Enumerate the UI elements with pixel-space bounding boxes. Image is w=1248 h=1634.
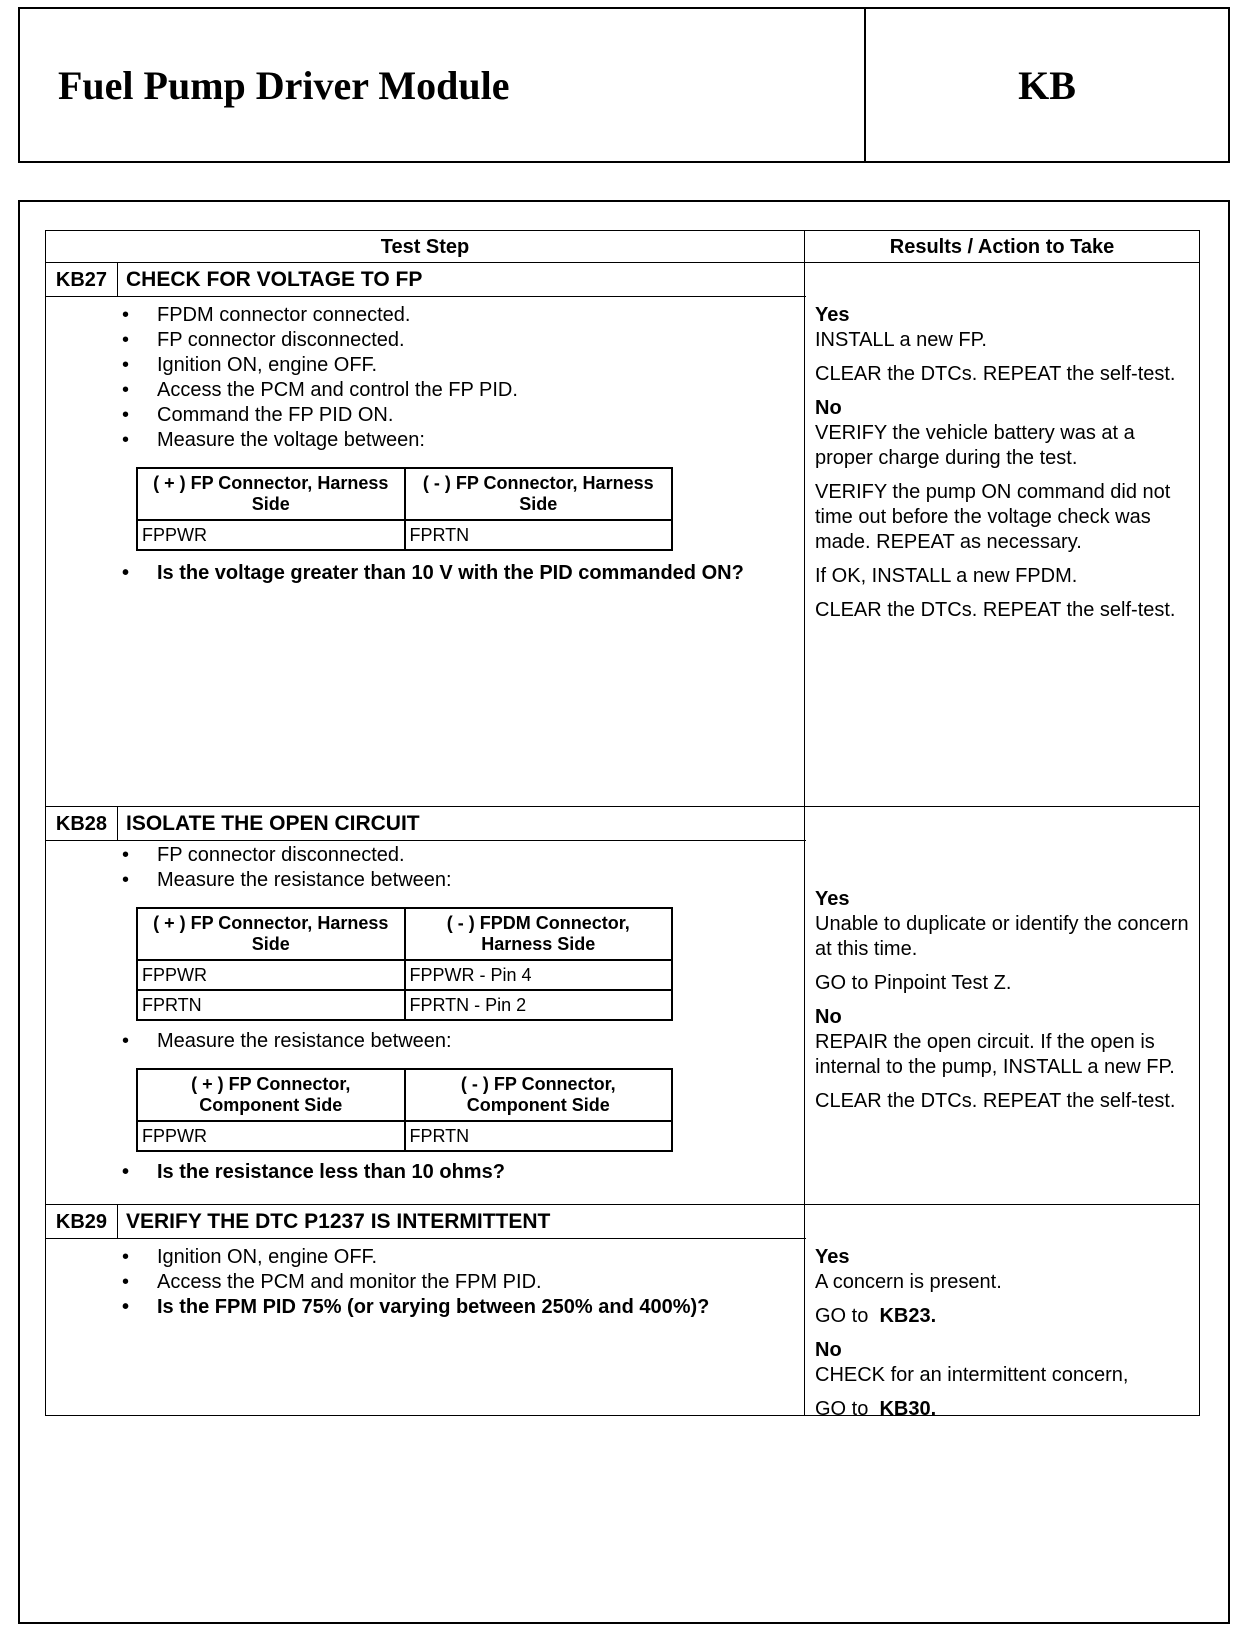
result-goto xyxy=(815,1304,1189,1329)
measurement-header-negative: ( - ) FP Connector, Component Side xyxy=(405,1069,673,1121)
column-header-test-step: Test Step xyxy=(46,231,805,262)
page-title: Fuel Pump Driver Module xyxy=(20,9,866,161)
measurement-cell: FPRTN xyxy=(405,1121,673,1151)
measurement-header-positive: ( + ) FP Connector, Harness Side xyxy=(137,908,405,960)
bullet-item: • FP connector disconnected. xyxy=(122,843,804,868)
step-question-list xyxy=(46,561,804,586)
bullet-item: • Access the PCM and control the FP PID. xyxy=(122,378,804,403)
result-no-label: No xyxy=(815,397,842,419)
result-yes-label: Yes xyxy=(815,304,850,326)
measurement-cell: FPPWR xyxy=(137,1121,405,1151)
step-bullets xyxy=(46,843,804,893)
bullet-item: • Command the FP PID ON. xyxy=(122,403,804,428)
goto-link-kb30[interactable]: KB30. xyxy=(879,1398,937,1420)
measurement-cell: FPPWR xyxy=(137,960,405,990)
step-id: KB27 xyxy=(46,263,118,296)
test-step-kb27 xyxy=(46,263,1199,807)
bullet-item: • Ignition ON, engine OFF. xyxy=(122,353,804,378)
measurement-header-negative: ( - ) FP Connector, Harness Side xyxy=(405,468,673,520)
test-step-kb29 xyxy=(46,1205,1199,1420)
step-results xyxy=(805,807,1199,1204)
bullet-item: • FP connector disconnected. xyxy=(122,328,804,353)
bullet-item: • FPDM connector connected. xyxy=(122,303,804,328)
measurement-table xyxy=(136,1068,673,1152)
step-title: ISOLATE THE OPEN CIRCUIT xyxy=(126,812,420,835)
result-text: A concern is present. xyxy=(815,1271,1002,1293)
bullet-item: • Measure the voltage between: xyxy=(122,428,804,453)
step-question: • Is the resistance less than 10 ohms? xyxy=(122,1160,804,1185)
result-yes-label: Yes xyxy=(815,1246,850,1268)
section-code: KB xyxy=(1018,62,1076,108)
result-text: CLEAR the DTCs. REPEAT the self-test. xyxy=(815,1090,1176,1112)
step-title-row xyxy=(46,263,806,297)
goto-prefix: GO to xyxy=(815,1398,869,1420)
measurement-cell: FPRTN xyxy=(405,520,673,550)
step-body xyxy=(46,1239,804,1328)
result-text: VERIFY the vehicle battery was at a proper charge during the test. xyxy=(815,422,1135,469)
step-bullets xyxy=(46,303,804,453)
step-procedure xyxy=(46,263,805,806)
measurement-cell: FPRTN xyxy=(137,990,405,1020)
step-question: • Is the voltage greater than 10 V with the PID commanded ON? xyxy=(122,561,804,586)
result-text: If OK, INSTALL a new FPDM. xyxy=(815,565,1078,587)
measurement-row xyxy=(137,1121,672,1151)
measurement-cell: FPPWR xyxy=(137,520,405,550)
result-text: CLEAR the DTCs. REPEAT the self-test. xyxy=(815,599,1176,621)
step-procedure xyxy=(46,807,805,1204)
result-no-label: No xyxy=(815,1006,842,1028)
measurement-table xyxy=(136,907,673,1021)
column-header-results: Results / Action to Take xyxy=(889,236,1115,258)
measurement-header-positive: ( + ) FP Connector, Harness Side xyxy=(137,468,405,520)
step-title: CHECK FOR VOLTAGE TO FP xyxy=(126,268,423,291)
step-procedure xyxy=(46,1205,805,1415)
result-text: INSTALL a new FP. xyxy=(815,329,987,351)
step-question: • Is the FPM PID 75% (or varying between 250% and 400%)? xyxy=(122,1295,804,1320)
result-text: REPAIR the open circuit. If the open is internal to the pump, INSTALL a new FP. xyxy=(815,1031,1175,1078)
result-text: CHECK for an intermittent concern, xyxy=(815,1364,1129,1386)
result-text: VERIFY the pump ON command did not time out before the voltage check was made. REPEAT as necessary. xyxy=(815,481,1171,553)
step-id: KB28 xyxy=(46,807,118,840)
measurement-row xyxy=(137,960,672,990)
step-body xyxy=(46,297,804,594)
step-results xyxy=(805,1205,1199,1420)
result-text: Unable to duplicate or identify the concern at this time. xyxy=(815,913,1189,960)
measurement-header-negative: ( - ) FPDM Connector, Harness Side xyxy=(405,908,673,960)
result-no-label: No xyxy=(815,1339,842,1361)
step-bullets xyxy=(46,1029,804,1054)
step-title-row xyxy=(46,807,806,841)
step-title: VERIFY THE DTC P1237 IS INTERMITTENT xyxy=(126,1210,551,1233)
goto-link-kb23[interactable]: KB23. xyxy=(879,1305,937,1327)
step-id: KB29 xyxy=(46,1205,118,1238)
measurement-cell: FPRTN - Pin 2 xyxy=(405,990,673,1020)
bullet-item: • Measure the resistance between: xyxy=(122,868,804,893)
table-header-row xyxy=(46,231,1199,263)
measurement-table xyxy=(136,467,673,551)
diagnostic-table xyxy=(45,230,1200,1420)
measurement-row xyxy=(137,520,672,550)
step-body xyxy=(46,841,804,1193)
page-header xyxy=(18,7,1230,163)
step-bullets xyxy=(46,1245,804,1320)
measurement-header-positive: ( + ) FP Connector, Component Side xyxy=(137,1069,405,1121)
bullet-item: • Access the PCM and monitor the FPM PID. xyxy=(122,1270,804,1295)
step-results xyxy=(805,263,1199,806)
bullet-item: • Measure the resistance between: xyxy=(122,1029,804,1054)
result-text: GO to Pinpoint Test Z. xyxy=(815,972,1012,994)
measurement-row xyxy=(137,990,672,1020)
step-question-list xyxy=(46,1160,804,1185)
goto-prefix: GO to xyxy=(815,1305,869,1327)
result-yes-label: Yes xyxy=(815,888,850,910)
measurement-cell: FPPWR - Pin 4 xyxy=(405,960,673,990)
result-goto xyxy=(815,1397,1189,1422)
result-text: CLEAR the DTCs. REPEAT the self-test. xyxy=(815,363,1176,385)
step-title-row xyxy=(46,1205,806,1239)
test-step-kb28 xyxy=(46,807,1199,1205)
bullet-item: • Ignition ON, engine OFF. xyxy=(122,1245,804,1270)
